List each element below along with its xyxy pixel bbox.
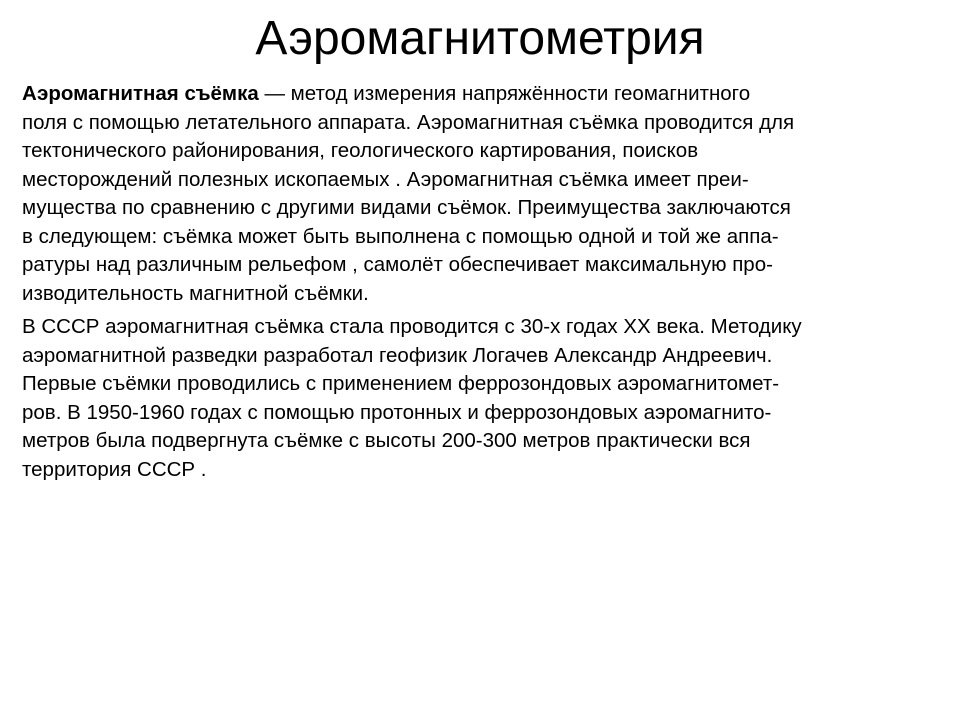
slide-title: Аэромагнитометрия xyxy=(255,12,705,65)
text-line: ров. В 1950-1960 годах с помощью протонных и феррозондовых аэромагнито- xyxy=(22,400,772,424)
text-line: Первые съёмки проводились с применением феррозондовых аэромагнитомет- xyxy=(22,372,780,395)
text-line: аэромагнитной разведки разработал геофизик Логачев Александр Андреевич. xyxy=(22,343,773,367)
text-line: поля с помощью летательного аппарата. Аэромагнитная съёмка проводится для xyxy=(22,110,795,134)
slide-body xyxy=(22,80,940,484)
defined-term: Аэромагнитная съёмка xyxy=(22,82,259,105)
text-line: ратуры над различным рельефом , самолёт обеспечивает максимальную про- xyxy=(22,253,773,276)
text-line-continuation: — метод измерения напряжённости геомагнитного xyxy=(258,82,751,105)
text-line: изводительность магнитной съёмки. xyxy=(22,281,369,305)
text-line: мущества по сравнению с другими видами съёмок. Преимущества заключаются xyxy=(22,196,791,219)
text-line: метров была подвергнута съёмке с высоты 200-300 метров практически вся xyxy=(22,429,751,452)
paragraph-history xyxy=(22,313,940,484)
text-line: в следующем: съёмка может быть выполнена с помощью одной и той же аппа- xyxy=(22,224,779,248)
text-line: тектонического районирования, геологического картирования, поисков xyxy=(22,139,699,162)
text-line: территория СССР . xyxy=(22,457,207,481)
text-line xyxy=(22,80,940,109)
text-line: В СССР аэромагнитная съёмка стала проводится с 30-х годах XX века. Методику xyxy=(22,315,802,338)
text-line: месторождений полезных ископаемых . Аэромагнитная съёмка имеет преи- xyxy=(22,167,749,191)
paragraph-definition xyxy=(22,80,940,308)
